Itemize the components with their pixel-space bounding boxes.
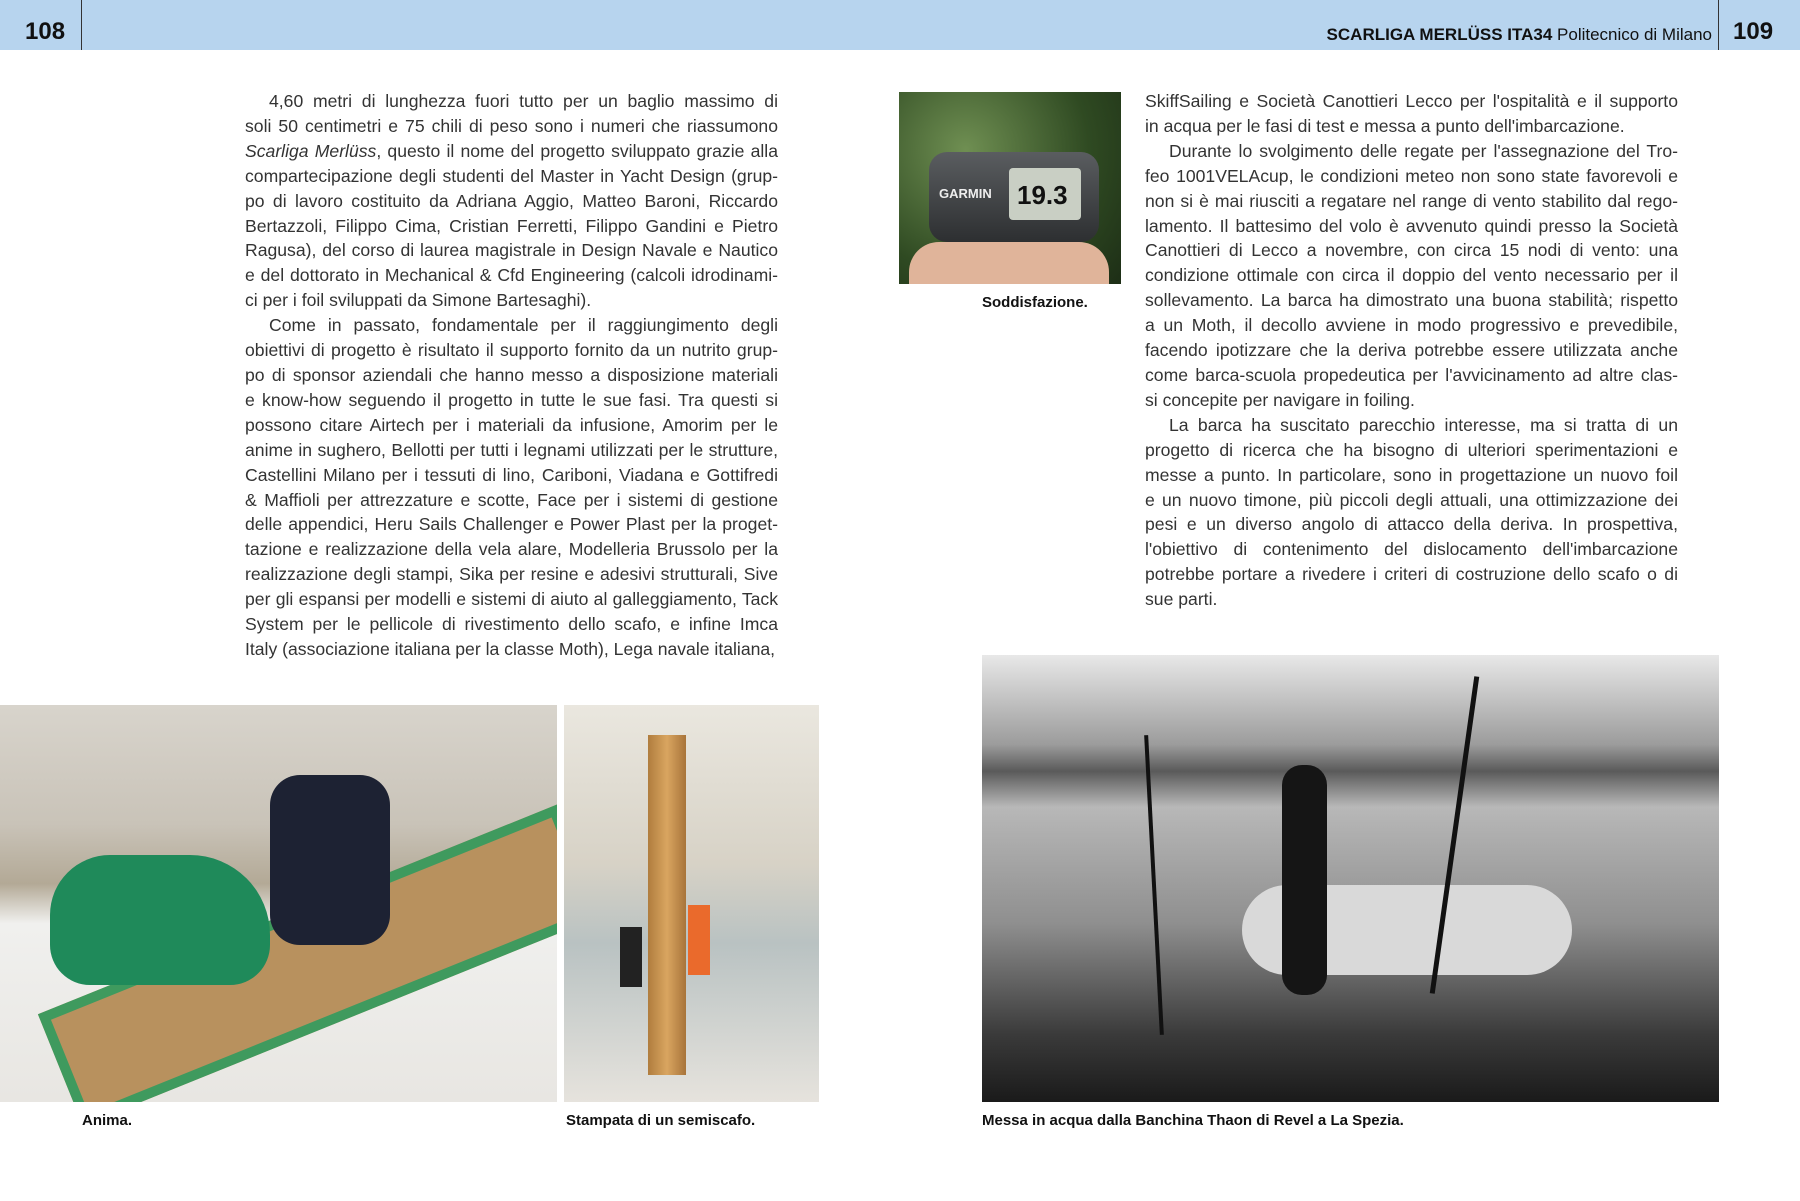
text-line: soli 50 centimetri e 75 chili di peso sono i numeri che riassumono	[245, 115, 778, 136]
running-header	[0, 0, 1800, 50]
text-line: l'obiettivo di contenimento del dislocamento dell'imbarcazione	[1145, 539, 1678, 560]
gps-screen	[1009, 168, 1081, 220]
text-line: Castellini Milano per i tessuti di lino, Cariboni, Viadana e Gottifredi	[245, 464, 778, 485]
caption-messa: Messa in acqua dalla Banchina Thaon di Revel a La Spezia.	[982, 1112, 1404, 1129]
text-line: facendo ipotizzare che la deriva potrebbe essere utilizzata anche	[1145, 340, 1678, 361]
right-text-column	[1145, 89, 1678, 612]
stampata-photo	[564, 705, 819, 1102]
text-line: pesi e un diverso angolo di attacco della deriva. In prospettiva,	[1145, 514, 1678, 535]
text-line: compartecipazione degli studenti del Master in Yacht Design (grup-	[245, 165, 778, 186]
text-line: Come in passato, fondamentale per il raggiungimento degli	[269, 315, 778, 336]
text-line: Canottieri di Lecco a novembre, con circa 15 nodi di vento: una	[1145, 240, 1678, 261]
left-page-number: 108	[25, 18, 66, 45]
gps-photo	[899, 92, 1121, 284]
caption-gps: Soddisfazione.	[982, 294, 1088, 311]
text-line: po di lavoro costituito da Adriana Aggio, Matteo Baroni, Riccardo	[245, 190, 778, 211]
text-line: potrebbe portare a rivedere i criteri di costruzione dello scafo o di	[1145, 564, 1678, 585]
hand	[909, 242, 1109, 284]
text-line: 4,60 metri di lunghezza fuori tutto per un baglio massimo di	[269, 91, 778, 111]
gps-brand: GARMIN	[939, 186, 992, 201]
caption-anima: Anima.	[82, 1112, 133, 1129]
hull-half	[648, 735, 686, 1075]
text-line: come barca-scuola propedeutica per l'avvicinamento ad altre clas-	[1145, 364, 1678, 385]
text-line: feo 1001VELAcup, le condizioni meteo non sono state favorevoli e	[1145, 165, 1678, 186]
text-line: & Maffioli per attrezzature e scotte, Face per i sistemi di gestione	[245, 489, 778, 510]
text-line: delle appendici, Heru Sails Challenger e Power Plast per la proget-	[245, 514, 778, 535]
text-line: ci per i foil sviluppati da Simone Bartesaghi).	[245, 290, 592, 311]
worker-orange	[688, 905, 710, 975]
text-line: e del dottorato in Mechanical & Cfd Engineering (calcoli idrodinami-	[245, 265, 778, 286]
text-line: Ragusa), del corso di laurea magistrale in Design Navale e Nautico	[245, 240, 778, 261]
text-line: in acqua per le fasi di test e messa a punto dell'imbarcazione.	[1145, 115, 1625, 136]
text-line: Italy (associazione italiana per la classe Moth), Lega navale italiana,	[245, 638, 776, 659]
text-line: Scarliga Merlüss, questo il nome del progetto sviluppato grazie alla	[245, 140, 778, 161]
text-line: sue parti.	[1145, 589, 1218, 610]
text-line: si concepite per navigare in foiling.	[1145, 389, 1415, 410]
text-line: non si è mai riusciti a regatare nel range di vento stabilito dal rego-	[1145, 190, 1678, 211]
text-line: Bertazzoli, Filippo Cima, Cristian Ferretti, Filippo Gandini e Pietro	[245, 215, 778, 236]
text-line: per gli espansi per modelli e sistemi di aiuto al galleggiamento, Tack	[245, 589, 778, 610]
text-line: condizione ottimale con circa il doppio del vento necessario per il	[1145, 265, 1678, 286]
text-line: obiettivi di progetto è risultato il supporto fornito da un nutrito grup-	[245, 340, 778, 361]
header-divider	[1718, 0, 1719, 50]
text-line: tazione e realizzazione della vela alare, Modelleria Brussolo per la	[245, 539, 778, 560]
running-title	[1327, 25, 1712, 45]
text-line: SkiffSailing e Società Canottieri Lecco per l'ospitalità e il supporto	[1145, 91, 1678, 111]
running-title-bold: SCARLIGA MERLÜSS ITA34	[1326, 25, 1553, 44]
text-line: e un nuovo timone, più piccoli degli attuali, una ottimizzazione dei	[1145, 489, 1678, 510]
worker-green	[50, 855, 270, 985]
text-line: System per le pellicole di rivestimento dello scafo, e infine Imca	[245, 614, 778, 635]
text-line: sollevamento. La barca ha dimostrato una buona stabilità; rispetto	[1145, 290, 1678, 311]
text-line: anime in sughero, Bellotti per tutti i legnami utilizzati per le strutture,	[245, 439, 778, 460]
header-divider	[81, 0, 82, 50]
gps-reading: 19.3	[1017, 180, 1068, 210]
worker-apron	[270, 775, 390, 945]
text-line: lamento. Il battesimo del volo è avvenuto quindi presso la Società	[1145, 215, 1678, 236]
running-title-regular: Politecnico di Milano	[1557, 25, 1712, 44]
anima-photo	[0, 705, 557, 1102]
left-text-column	[245, 89, 778, 662]
text-line: Durante lo svolgimento delle regate per l'assegnazione del Tro-	[1169, 140, 1678, 161]
project-name: Scarliga Merlüss	[245, 140, 377, 161]
text-line: progetto di ricerca che ha bisogno di ulteriori sperimentazioni e	[1145, 439, 1678, 460]
messa-in-acqua-photo	[982, 655, 1719, 1102]
caption-stampata: Stampata di un semiscafo.	[566, 1112, 756, 1129]
text-line: e know-how seguendo il progetto in tutte le sue fasi. Tra questi si	[245, 389, 778, 410]
text-line: La barca ha suscitato parecchio interesse, ma si tratta di un	[1169, 414, 1678, 435]
text-line: realizzazione degli stampi, Sika per resine e adesivi strutturali, Sive	[245, 564, 778, 585]
text-line: possono citare Airtech per i materiali da infusione, Amorim per le	[245, 414, 778, 435]
foil-mast	[1144, 735, 1164, 1035]
text-line: messe a punto. In particolare, sono in progettazione un nuovo foil	[1145, 464, 1678, 485]
right-page-number: 109	[1733, 18, 1774, 45]
text-line: a un Moth, il decollo avviene in modo progressivo e prevedibile,	[1145, 315, 1678, 336]
gps-device	[929, 152, 1099, 242]
worker-black	[620, 927, 642, 987]
sailor	[1282, 765, 1327, 995]
text-line: po di sponsor aziendali che hanno messo a disposizione materiali	[245, 364, 778, 385]
